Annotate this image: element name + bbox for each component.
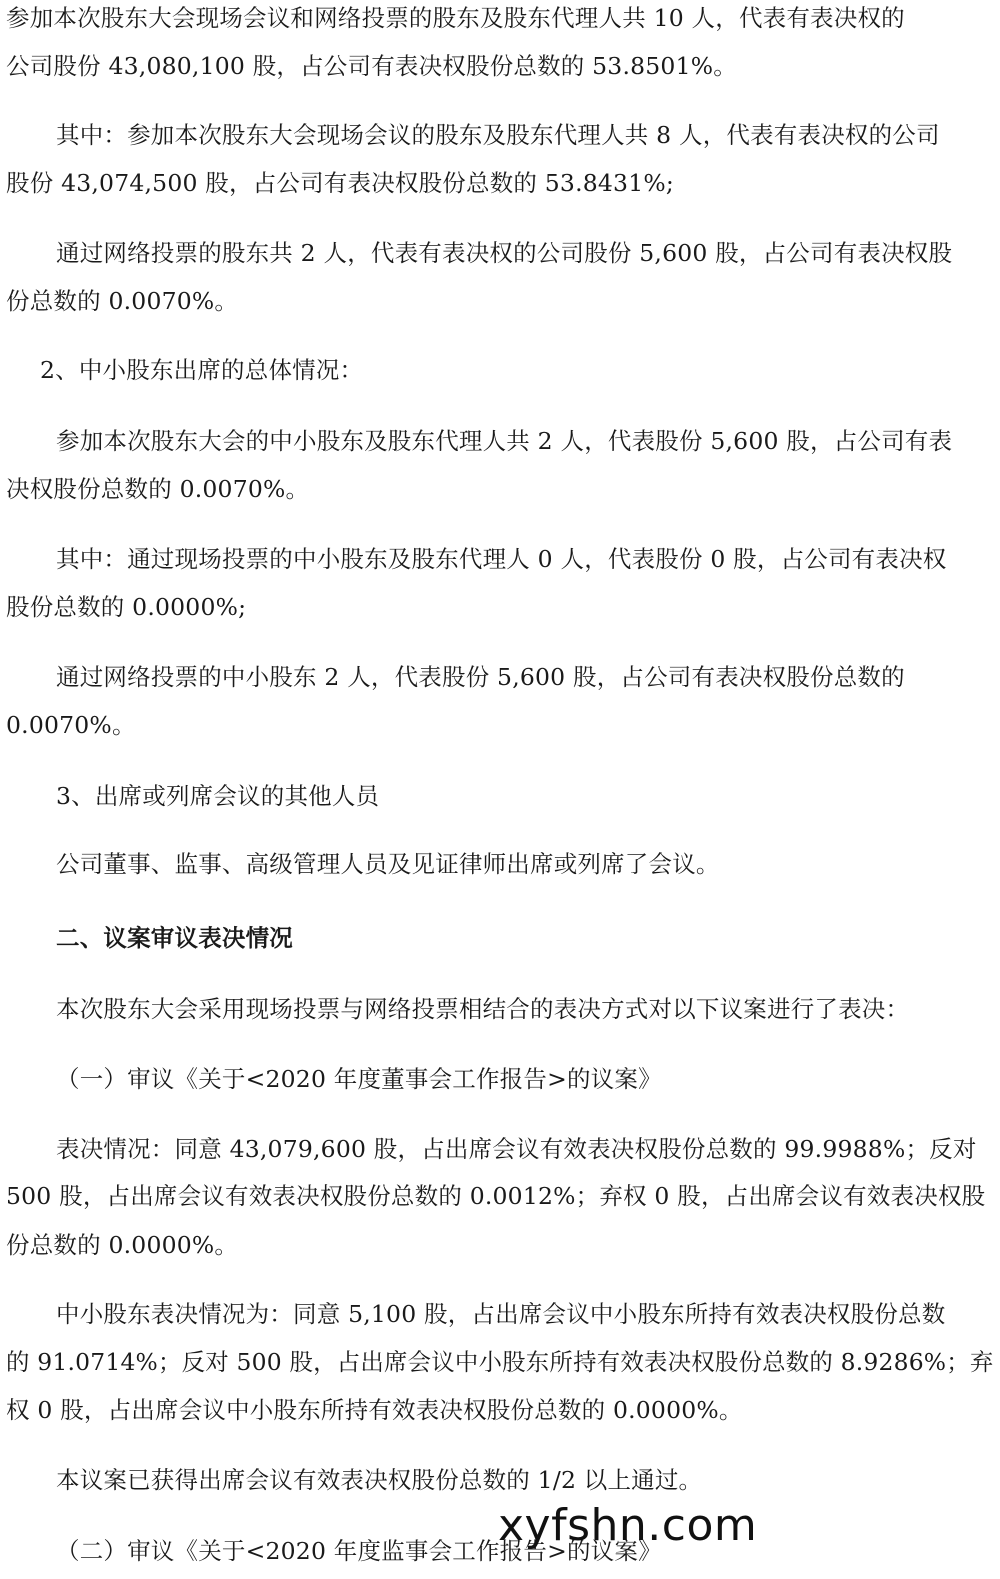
section-heading: 2、中小股东出席的总体情况： bbox=[40, 356, 364, 384]
text-line: 通过网络投票的股东共 2 人，代表有表决权的公司股份 5,600 股，占公司有表决权股 bbox=[56, 239, 953, 267]
text-line: 份总数的 0.0070%。 bbox=[6, 287, 239, 315]
text-line: 参加本次股东大会的中小股东及股东代理人共 2 人，代表股份 5,600 股，占公司有表 bbox=[56, 427, 953, 455]
text-line: 其中：参加本次股东大会现场会议的股东及股东代理人共 8 人，代表有表决权的公司 bbox=[56, 121, 940, 149]
text-line: 表决情况：同意 43,079,600 股，占出席会议有效表决权股份总数的 99.9988%；反对 bbox=[56, 1135, 977, 1163]
text-line: 中小股东表决情况为：同意 5,100 股，占出席会议中小股东所持有效表决权股份总数 bbox=[56, 1300, 946, 1328]
section-heading: 3、出席或列席会议的其他人员 bbox=[56, 782, 380, 810]
proposal-title: （二）审议《关于<2020 年度监事会工作报告>的议案》 bbox=[56, 1537, 662, 1565]
text-line: 股份总数的 0.0000%; bbox=[6, 593, 247, 621]
text-line: 的 91.0714%；反对 500 股，占出席会议中小股东所持有效表决权股份总数的 8.9286%；弃 bbox=[6, 1348, 994, 1376]
text-line: 股份 43,074,500 股，占公司有表决权股份总数的 53.8431%; bbox=[6, 169, 674, 197]
text-line: 份总数的 0.0000%。 bbox=[6, 1231, 239, 1259]
text-line: 参加本次股东大会现场会议和网络投票的股东及股东代理人共 10 人，代表有表决权的 bbox=[6, 4, 905, 32]
section-heading: 二、议案审议表决情况 bbox=[56, 924, 293, 952]
proposal-title: （一）审议《关于<2020 年度董事会工作报告>的议案》 bbox=[56, 1065, 662, 1093]
text-line: 公司董事、监事、高级管理人员及见证律师出席或列席了会议。 bbox=[56, 850, 720, 878]
text-line: 通过网络投票的中小股东 2 人，代表股份 5,600 股，占公司有表决权股份总数的 bbox=[56, 663, 905, 691]
watermark: xyfshn.com bbox=[498, 1500, 758, 1551]
text-line: 0.0070%。 bbox=[6, 711, 136, 739]
text-line: 其中：通过现场投票的中小股东及股东代理人 0 人，代表股份 0 股，占公司有表决权 bbox=[56, 545, 947, 573]
text-line: 本次股东大会采用现场投票与网络投票相结合的表决方式对以下议案进行了表决： bbox=[56, 995, 910, 1023]
text-line: 500 股，占出席会议有效表决权股份总数的 0.0012%；弃权 0 股，占出席会议有效表决权股 bbox=[6, 1182, 986, 1210]
text-line: 决权股份总数的 0.0070%。 bbox=[6, 475, 310, 503]
text-line: 权 0 股，占出席会议中小股东所持有效表决权股份总数的 0.0000%。 bbox=[6, 1396, 743, 1424]
text-line: 公司股份 43,080,100 股，占公司有表决权股份总数的 53.8501%。 bbox=[6, 52, 737, 80]
text-line: 本议案已获得出席会议有效表决权股份总数的 1/2 以上通过。 bbox=[56, 1466, 703, 1494]
